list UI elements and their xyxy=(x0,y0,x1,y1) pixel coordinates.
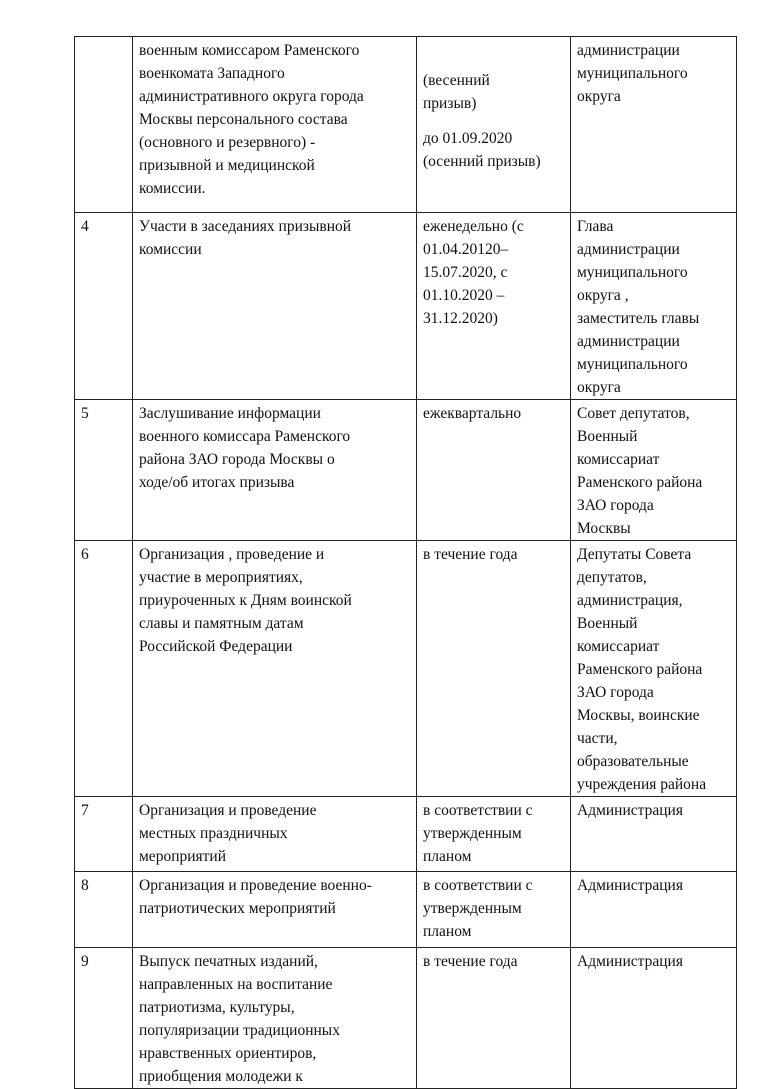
term-cell xyxy=(417,213,571,400)
text-line: местных праздничных xyxy=(139,825,288,842)
text-line: направленных на воспитание xyxy=(139,976,333,993)
text-line: муниципального xyxy=(577,356,688,373)
text-line: образовательные xyxy=(577,753,689,770)
term-cell xyxy=(417,872,571,948)
text-line: 01.04.20120– xyxy=(423,241,509,258)
responsible-cell xyxy=(571,797,737,872)
text-line: патриотизма, культуры, xyxy=(139,999,295,1016)
text-line: муниципального xyxy=(577,65,688,82)
text-line: округа xyxy=(577,88,621,105)
text-line: в соответствии с xyxy=(423,877,533,894)
responsible-cell xyxy=(571,213,737,400)
text-line: Администрация xyxy=(577,877,683,894)
text-line: в течение года xyxy=(423,546,518,563)
table-row xyxy=(75,213,737,400)
event-cell xyxy=(133,872,417,948)
text-line: призыв) xyxy=(423,95,477,112)
text-line: Глава xyxy=(577,218,614,235)
text-line: еженедельно (с xyxy=(423,218,524,235)
table-row xyxy=(75,37,737,213)
text-line: военкомата Западного xyxy=(139,65,285,82)
text-line: Москвы персонального состава xyxy=(139,111,348,128)
term-cell xyxy=(417,797,571,872)
table-row xyxy=(75,872,737,948)
text-line: (осенний призыв) xyxy=(423,153,541,170)
text-line: славы и памятным датам xyxy=(139,615,304,632)
text-line: муниципального xyxy=(577,264,688,281)
event-cell xyxy=(133,797,417,872)
text-line: приобщения молодежи к xyxy=(139,1068,303,1085)
text-line: нравственных ориентиров, xyxy=(139,1045,317,1062)
responsible-cell xyxy=(571,948,737,1089)
text-line: ЗАО города xyxy=(577,497,654,514)
text-line: администрация, xyxy=(577,592,683,609)
text-line: части, xyxy=(577,730,618,747)
text-line: Выпуск печатных изданий, xyxy=(139,953,318,970)
text-line: (весенний xyxy=(423,72,490,89)
responsible-cell xyxy=(571,37,737,213)
text-line: Военный xyxy=(577,615,638,632)
text-line: планом xyxy=(423,923,472,940)
text-line: округа , xyxy=(577,287,629,304)
text-line: планом xyxy=(423,848,472,865)
text-line: Раменского района xyxy=(577,474,703,491)
text-line: утвержденным xyxy=(423,825,522,842)
text-line: комиссариат xyxy=(577,638,660,655)
event-cell xyxy=(133,541,417,797)
text-line: Организация и проведение военно- xyxy=(139,877,372,894)
events-table xyxy=(74,36,737,1089)
text-line: 15.07.2020, с xyxy=(423,264,508,281)
text-line: призывной и медицинской xyxy=(139,157,315,174)
row-number: 4 xyxy=(75,213,133,400)
text-line: патриотических мероприятий xyxy=(139,900,336,917)
text-line: Организация , проведение и xyxy=(139,546,325,563)
text-line: Депутаты Совета xyxy=(577,546,692,563)
row-number xyxy=(75,37,133,213)
text-line: участие в мероприятиях, xyxy=(139,569,303,586)
text-line: Администрация xyxy=(577,802,683,819)
event-cell xyxy=(133,213,417,400)
text-line: мероприятий xyxy=(139,848,227,865)
text-line: ходе/об итогах призыва xyxy=(139,474,295,491)
event-cell xyxy=(133,948,417,1089)
row-number: 9 xyxy=(75,948,133,1089)
text-line: Российской Федерации xyxy=(139,638,293,655)
text-line: популяризации традиционных xyxy=(139,1022,340,1039)
text-line: 31.12.2020) xyxy=(423,310,498,327)
term-cell xyxy=(417,37,571,213)
responsible-cell xyxy=(571,541,737,797)
text-line: комиссии. xyxy=(139,180,206,197)
text-line: в течение года xyxy=(423,953,518,970)
text-line: приуроченных к Дням воинской xyxy=(139,592,352,609)
table-row xyxy=(75,541,737,797)
event-cell xyxy=(133,400,417,541)
text-line: Организация и проведение xyxy=(139,802,317,819)
text-line: ЗАО города xyxy=(577,684,654,701)
text-line: административного округа города xyxy=(139,88,364,105)
text-line: Участи в заседаниях призывной xyxy=(139,218,352,235)
table-row xyxy=(75,797,737,872)
text-line: Москвы xyxy=(577,520,631,537)
text-line: в соответствии с xyxy=(423,802,533,819)
text-line: Военный xyxy=(577,428,638,445)
text-line: учреждения района xyxy=(577,776,707,793)
row-number: 5 xyxy=(75,400,133,541)
text-line: комиссариат xyxy=(577,451,660,468)
text-line: утвержденным xyxy=(423,900,522,917)
text-line: до 01.09.2020 xyxy=(423,130,513,147)
text-line: администрации xyxy=(577,42,680,59)
term-cell xyxy=(417,948,571,1089)
text-line: Администрация xyxy=(577,953,683,970)
text-line: заместитель главы xyxy=(577,310,700,327)
term-cell xyxy=(417,541,571,797)
text-line: Москвы, воинские xyxy=(577,707,700,724)
text-line: администрации xyxy=(577,241,680,258)
text-line: комиссии xyxy=(139,241,202,258)
text-line: Раменского района xyxy=(577,661,703,678)
event-cell xyxy=(133,37,417,213)
text-line: администрации xyxy=(577,333,680,350)
row-number: 7 xyxy=(75,797,133,872)
row-number: 6 xyxy=(75,541,133,797)
text-line: округа xyxy=(577,379,621,396)
table-row xyxy=(75,948,737,1089)
text-line: Заслушивание информации xyxy=(139,405,321,422)
text-line: военным комиссаром Раменского xyxy=(139,42,360,59)
text-line: района ЗАО города Москвы о xyxy=(139,451,335,468)
text-line: ежеквартально xyxy=(423,405,522,422)
text-line: (основного и резервного) - xyxy=(139,134,316,151)
text-line: Совет депутатов, xyxy=(577,405,690,422)
text-line: 01.10.2020 – xyxy=(423,287,505,304)
text-line: военного комиссара Раменского xyxy=(139,428,351,445)
responsible-cell xyxy=(571,872,737,948)
table-row xyxy=(75,400,737,541)
responsible-cell xyxy=(571,400,737,541)
row-number: 8 xyxy=(75,872,133,948)
text-line: депутатов, xyxy=(577,569,647,586)
term-cell xyxy=(417,400,571,541)
